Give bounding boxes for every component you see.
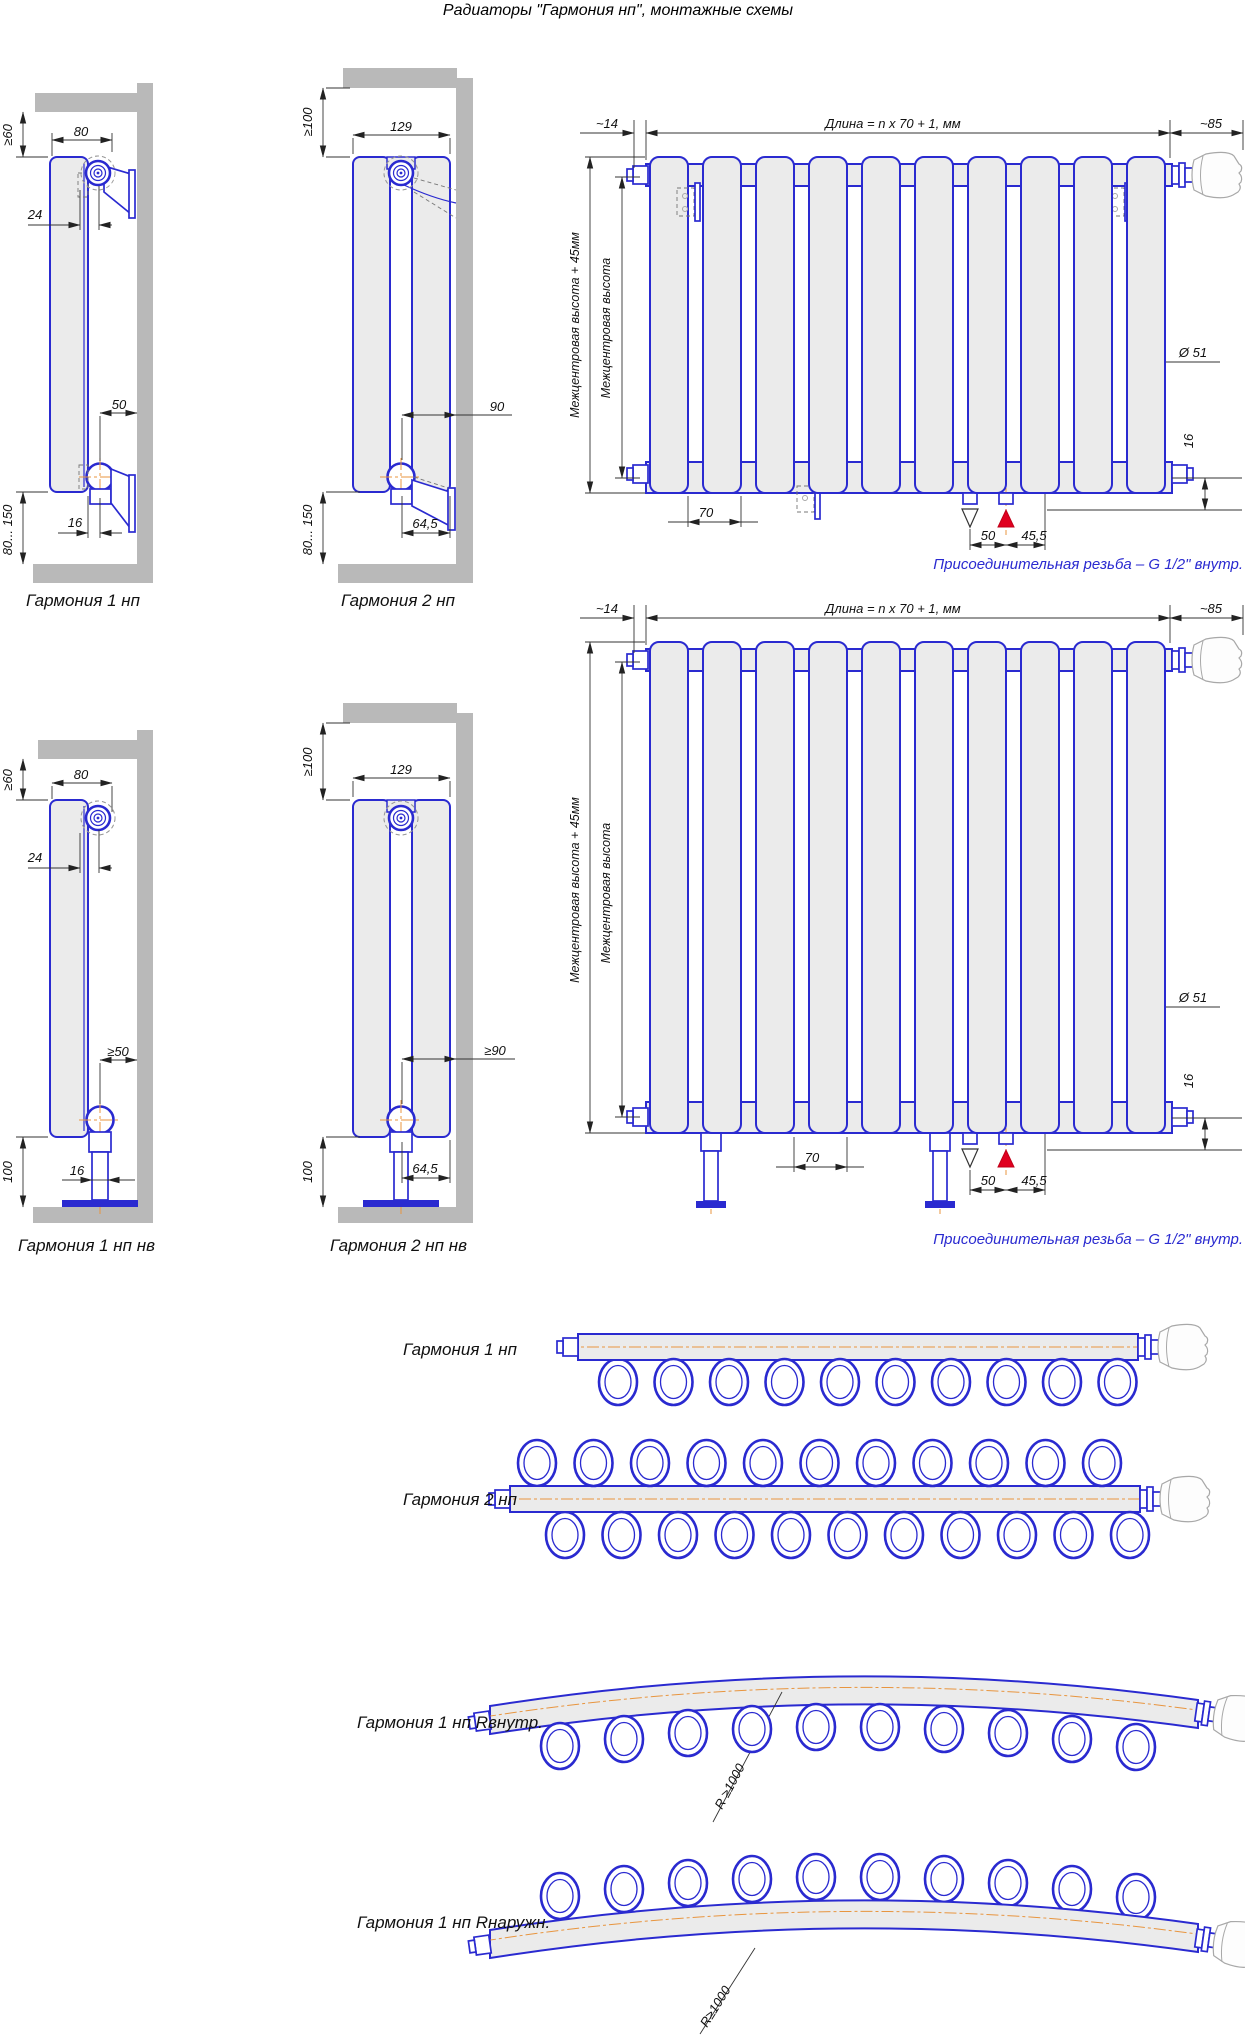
dim-16: 16 — [1181, 1073, 1196, 1089]
dim-pipe: 64,5 — [412, 1161, 438, 1176]
radiator-section — [1127, 157, 1165, 493]
dim-pipe-wall: ≥90 — [484, 1043, 506, 1058]
dim-50: 50 — [980, 528, 996, 543]
label-garmoniya-1np-nv: Гармония 1 нп нв — [18, 1236, 155, 1255]
dim-ceiling-gap: ≥100 — [300, 107, 315, 137]
radiator-section — [703, 642, 741, 1133]
dim-pipe-wall: 90 — [489, 399, 505, 414]
radiator-section — [650, 157, 688, 493]
dim-section-diameter: Ø 51 — [1178, 990, 1208, 1005]
radiator-section — [756, 157, 794, 493]
dim-valve-length: ~85 — [1199, 116, 1223, 131]
radiator-section — [756, 642, 794, 1133]
radiator-section — [1074, 157, 1112, 493]
dim-floor-gap: 80... 150 — [300, 504, 315, 556]
thermo-valve-head — [1192, 152, 1242, 197]
view-front-floor-mounted — [568, 601, 1243, 1214]
wall — [137, 83, 153, 583]
dim-pitch: 70 — [698, 505, 714, 520]
inlet-marker — [998, 510, 1014, 527]
bent-collector-tube — [490, 1900, 1198, 1958]
radiator-section — [1021, 642, 1059, 1133]
radiator-section — [1074, 642, 1112, 1133]
topview-1np-straight — [557, 1324, 1208, 1405]
topview-1np-bent-inner — [468, 1676, 1245, 1822]
radiator-section — [703, 157, 741, 493]
radiator-section — [862, 642, 900, 1133]
view-side-garmoniya-1np-nv — [0, 730, 153, 1223]
view-front-wall-mounted — [568, 116, 1243, 550]
dim-height-outer: Межцентровая высота + 45мм — [568, 232, 582, 418]
dim-pipe: 16 — [67, 515, 83, 530]
view-side-garmoniya-1np — [0, 83, 153, 583]
dim-height-inner: Межцентровая высота — [599, 822, 613, 964]
end-plug — [1172, 465, 1193, 483]
note-thread-row2: Присоединительная резьба – G 1/2" внутр. — [933, 1231, 1243, 1248]
note-thread-row1: Присоединительная резьба – G 1/2" внутр. — [933, 556, 1243, 573]
radiator-column-back — [412, 157, 450, 492]
radiator-section — [862, 157, 900, 493]
section-tube-ring — [821, 1359, 859, 1405]
leg-base-plate — [696, 1201, 726, 1208]
dim-end-gap: ~14 — [595, 116, 619, 131]
outlet-marker — [962, 509, 978, 527]
section-tube-ring — [655, 1359, 693, 1405]
dim-height-outer: Межцентровая высота + 45мм — [568, 797, 582, 983]
dim-radius: R ≥1000 — [711, 1761, 748, 1812]
radiator-section — [968, 642, 1006, 1133]
dim-pipe: 64,5 — [412, 516, 438, 531]
section-tube-ring — [599, 1359, 637, 1405]
section-tube-ring — [1099, 1359, 1137, 1405]
radiator-column-front — [353, 157, 390, 492]
section-tube-ring — [1043, 1359, 1081, 1405]
dim-radius: R≥1000 — [696, 1983, 734, 2030]
dim-depth: 80 — [73, 124, 89, 139]
topview-1np-bent-outer — [468, 1854, 1245, 2034]
ceiling — [35, 93, 137, 112]
dim-pipe: 16 — [69, 1163, 85, 1178]
dim-pipe-wall: 50 — [111, 397, 127, 412]
label-topview-1np: Гармония 1 нп — [403, 1340, 518, 1359]
view-side-garmoniya-2np — [300, 68, 512, 583]
leg-head — [89, 1132, 111, 1152]
dim-455: 45,5 — [1021, 1173, 1047, 1188]
dim-pipe-wall: ≥50 — [107, 1044, 129, 1059]
dim-16: 16 — [1181, 433, 1196, 449]
dim-floor-gap: 100 — [300, 1161, 315, 1183]
section-tube-ring — [988, 1359, 1026, 1405]
section-tube-ring — [766, 1359, 804, 1405]
thermo-valve-head — [1158, 1324, 1208, 1369]
dim-depth: 129 — [390, 762, 412, 777]
dim-length-formula: Длина = n x 70 + 1, мм — [825, 116, 961, 131]
dim-depth: 80 — [73, 767, 89, 782]
thermo-valve-head — [1192, 637, 1242, 682]
label-garmoniya-2np: Гармония 2 нп — [341, 591, 456, 610]
dim-pitch: 70 — [804, 1150, 820, 1165]
radiator-section — [650, 642, 688, 1133]
dim-455: 45,5 — [1021, 528, 1047, 543]
label-garmoniya-1np: Гармония 1 нп — [26, 591, 141, 610]
radiator-section — [809, 157, 847, 493]
topview-2np-straight — [489, 1440, 1210, 1558]
floor — [33, 564, 137, 583]
dim-offset: 24 — [27, 207, 43, 222]
dim-ceiling-gap: ≥60 — [0, 769, 15, 791]
leg-base-plate — [62, 1200, 138, 1207]
dim-height-inner: Межцентровая высота — [599, 257, 613, 399]
section-tube-ring — [877, 1359, 915, 1405]
page-title: Радиаторы "Гармония нп", монтажные схемы — [442, 2, 794, 19]
dim-ceiling-gap: ≥100 — [300, 747, 315, 777]
radiator-section — [1021, 157, 1059, 493]
dim-floor-gap: 100 — [0, 1161, 15, 1183]
bent-collector-tube — [490, 1676, 1198, 1734]
radiator-column — [50, 800, 88, 1137]
dim-50: 50 — [980, 1173, 996, 1188]
label-garmoniya-2np-nv: Гармония 2 нп нв — [330, 1236, 467, 1255]
radiator-section — [1127, 642, 1165, 1133]
radiator-section — [915, 157, 953, 493]
radiator-section — [915, 642, 953, 1133]
dim-length-formula: Длина = n x 70 + 1, мм — [825, 601, 961, 616]
label-topview-1np-rvnutr: Гармония 1 нп Rвнутр. — [357, 1713, 543, 1732]
section-tube-ring — [710, 1359, 748, 1405]
leg-column — [92, 1152, 108, 1200]
dim-depth: 129 — [390, 119, 412, 134]
dim-section-diameter: Ø 51 — [1178, 345, 1208, 360]
dim-offset: 24 — [27, 850, 43, 865]
dim-floor-gap: 80... 150 — [0, 504, 15, 556]
view-side-garmoniya-2np-nv — [300, 703, 515, 1223]
radiator-column — [50, 157, 88, 492]
section-tube-ring — [932, 1359, 970, 1405]
radiator-section — [809, 642, 847, 1133]
label-topview-2np: Гармония 2 нп — [403, 1490, 518, 1509]
dim-end-gap: ~14 — [595, 601, 619, 616]
dim-ceiling-gap: ≥60 — [0, 124, 15, 146]
dim-valve-length: ~85 — [1199, 601, 1223, 616]
label-topview-1np-rnaruzh: Гармония 1 нп Rнаружн. — [357, 1913, 551, 1932]
radiator-section — [968, 157, 1006, 493]
